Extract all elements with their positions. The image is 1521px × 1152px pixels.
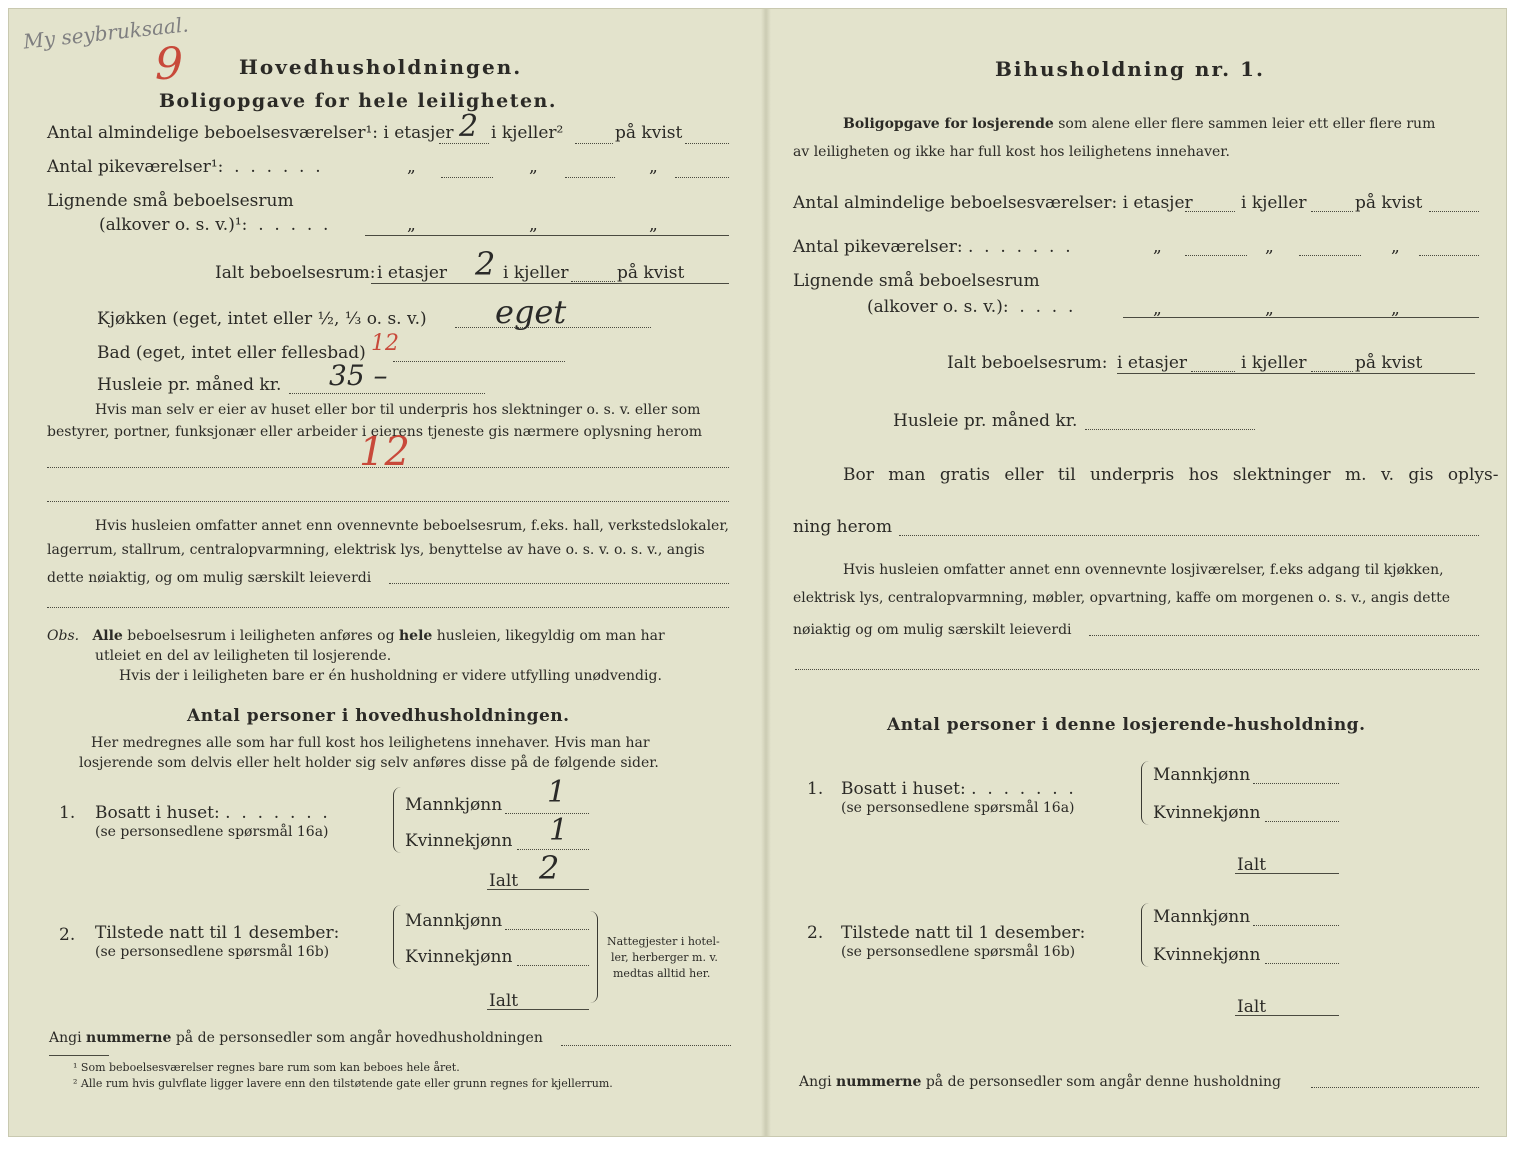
left-alkover-rule	[365, 235, 729, 236]
left-q1-mann-line	[505, 813, 589, 814]
left-angi-line	[49, 1029, 543, 1047]
left-obs-line-3: Hvis der i leiligheten bare er én husholdning er videre utfylling unødvendig.	[119, 668, 662, 684]
left-q1-brace	[393, 787, 402, 853]
left-pike-line-3	[675, 177, 729, 178]
left-pike-ditto-3: „	[649, 157, 658, 177]
left-natt-note-1: Nattegjester i hotel-	[607, 935, 720, 948]
right-omfatter-answer-line-2	[795, 669, 1479, 670]
left-natt-note-3: medtas alltid her.	[613, 967, 711, 980]
left-bad-label: Bad (eget, intet eller fellesbad)	[97, 343, 366, 363]
left-ialt-rule	[371, 283, 729, 284]
left-q1-kvinne-value: 1	[549, 813, 569, 848]
right-q1-ialt-label: Ialt	[1237, 855, 1267, 875]
left-q2-right-brace	[589, 911, 598, 1003]
pencil-note: My seybruksaal.	[22, 12, 190, 54]
right-q2-mann-line	[1253, 925, 1339, 926]
right-angi-answer-line	[1311, 1087, 1479, 1088]
right-rooms-etasjer-line	[1185, 211, 1235, 212]
right-q1-mann-line	[1253, 783, 1339, 784]
right-q1-number: 1.	[807, 779, 824, 799]
left-obs-text-2: husleien, likegyldig om man har	[436, 628, 665, 644]
leader-dots: . . . . . . .	[962, 237, 1071, 257]
left-persons-note-2: losjerende som delvis eller helt holder sig selv anføres disse på de følgende sider.	[79, 755, 659, 771]
red-number-top: 9	[155, 39, 183, 90]
left-omfatter-line-1: Hvis husleien omfatter annet enn ovennevnte beboelsesrum, f.eks. hall, verkstedslokaler,	[95, 518, 729, 534]
left-angi-bold: nummerne	[86, 1030, 172, 1046]
right-ialt-kvist-label: på kvist	[1355, 353, 1423, 373]
left-q1-sub: (se personsedlene spørsmål 16a)	[95, 824, 329, 840]
left-omfatter-line-2: lagerrum, stallrum, centralopvarmning, elektrisk lys, benyttelse av have o. s. v. o. s. v., angis	[47, 542, 705, 558]
right-angi-line	[799, 1073, 1281, 1091]
red-large-number: 12	[359, 429, 410, 475]
left-rooms-etasjer-value: 2	[459, 109, 479, 144]
right-kjeller-label: i kjeller	[1241, 193, 1307, 213]
left-footnote-1: ¹ Som beboelsesværelser regnes bare rum som kan beboes hele året.	[73, 1061, 460, 1074]
left-natt-note-2: ler, herberger m. v.	[611, 951, 718, 964]
left-pike-line-1	[441, 177, 493, 178]
left-footnote-2: ² Alle rum hvis gulvflate ligger lavere enn den tilstøtende gate eller grunn regnes for kjellerrum.	[73, 1077, 613, 1090]
left-pike-line-2	[565, 177, 615, 178]
left-q2-brace	[393, 905, 402, 969]
left-omfatter-line-3: dette nøiaktig, og om mulig særskilt leieverdi	[47, 570, 372, 586]
right-q2-mann-label: Mannkjønn	[1153, 907, 1251, 927]
left-q2-sub: (se personsedlene spørsmål 16b)	[95, 944, 330, 960]
left-husleie-label: Husleie pr. måned kr.	[97, 375, 282, 395]
leader-dots: . . . . . . .	[965, 779, 1074, 799]
left-eier-answer-line-2	[47, 501, 729, 502]
right-alkover-text: (alkover o. s. v.):	[867, 297, 1009, 317]
right-ialt-label: Ialt beboelsesrum:	[947, 353, 1108, 373]
left-q1-mann-value: 1	[547, 775, 567, 810]
left-kvist-line	[685, 143, 729, 144]
left-q1-ialt-label: Ialt	[489, 871, 519, 891]
right-kjeller-line	[1311, 211, 1353, 212]
right-persons-title: Antal personer i denne losjerende-husholdning.	[887, 715, 1366, 735]
left-q1-kvinne-label: Kvinnekjønn	[405, 831, 513, 851]
left-pike-text: Antal pikeværelser¹:	[47, 157, 224, 177]
right-angi-post: på de personsedler som angår denne husholdning	[925, 1074, 1281, 1090]
left-omfatter-answer-line-2	[47, 607, 729, 608]
left-eier-line-2: bestyrer, portner, funksjonær eller arbeider i eierens tjeneste gis nærmere oplysning herom	[47, 424, 703, 440]
right-kvist-label: på kvist	[1355, 193, 1423, 213]
left-q1-ialt-value: 2	[539, 849, 560, 887]
left-subtitle: Boligopgave for hele leiligheten.	[159, 90, 557, 112]
left-alkover-ditto-1: „	[407, 215, 416, 235]
left-q2-kvinne-line	[517, 965, 589, 966]
right-kvist-line	[1429, 211, 1479, 212]
left-ialt-kjeller-line	[571, 281, 615, 282]
right-gratis-answer-line	[899, 535, 1479, 536]
left-obs-line-2: utleiet en del av leiligheten til losjerende.	[95, 648, 392, 664]
left-q2-ialt-rule	[487, 1009, 589, 1010]
right-angi-bold: nummerne	[836, 1074, 922, 1090]
right-ialt-kjeller-label: i kjeller	[1241, 353, 1307, 373]
right-q1-brace	[1141, 761, 1150, 825]
right-alkover-ditto-3: „	[1391, 299, 1400, 319]
left-footnote-rule	[49, 1055, 109, 1056]
left-q2-label: Tilstede natt til 1 desember:	[95, 923, 340, 943]
right-q1-kvinne-line	[1265, 821, 1339, 822]
right-q2-ialt-rule	[1235, 1015, 1339, 1016]
right-rooms-label: Antal almindelige beboelsesværelser: i etasjer	[793, 193, 1193, 213]
left-ialt-label: Ialt beboelsesrum:	[215, 263, 376, 283]
left-q1-mann-label: Mannkjønn	[405, 795, 503, 815]
left-rooms-label: Antal almindelige beboelsesværelser¹: i etasjer	[47, 123, 454, 143]
left-omfatter-answer-line-1	[389, 583, 729, 584]
right-q2-kvinne-label: Kvinnekjønn	[1153, 945, 1261, 965]
left-angi-post: på de personsedler som angår hovedhusholdningen	[175, 1030, 543, 1046]
left-alkover-label	[99, 215, 328, 235]
right-q2-label: Tilstede natt til 1 desember:	[841, 923, 1086, 943]
left-q2-mann-line	[505, 929, 589, 930]
right-ialt-kjeller-line	[1311, 371, 1353, 372]
right-omfatter-answer-line-1	[1089, 635, 1479, 636]
left-lignende-label: Lignende små beboelsesrum	[47, 191, 294, 211]
right-ialt-etasjer-label: i etasjer	[1117, 353, 1188, 373]
left-kvist-label: på kvist	[615, 123, 683, 143]
right-q2-brace	[1141, 903, 1150, 967]
left-persons-title: Antal personer i hovedhusholdningen.	[187, 706, 570, 726]
left-obs-text-1: beboelsesrum i leiligheten anføres og	[127, 628, 395, 644]
left-ialt-etasjer-label: i etasjer	[377, 263, 448, 283]
left-q1-label-text: Bosatt i huset:	[95, 803, 220, 823]
left-ialt-kvist-label: på kvist	[617, 263, 685, 283]
right-intro-line-2: av leiligheten og ikke har full kost hos leilighetens innehaver.	[793, 144, 1230, 160]
right-title: Bihusholdning nr. 1.	[995, 57, 1265, 81]
left-husleie-value: 35 –	[329, 359, 388, 392]
right-omfatter-line-2: elektrisk lys, centralopvarmning, møbler, opvartning, kaffe om morgenen o. s. v., angis dette	[793, 590, 1451, 606]
left-obs-alle: Alle	[92, 628, 123, 644]
leader-dots: . . . . . . .	[219, 803, 328, 823]
left-q2-number: 2.	[59, 925, 76, 945]
leader-dots: . . . . . .	[223, 157, 321, 177]
right-q2-ialt-label: Ialt	[1237, 997, 1267, 1017]
left-alkover-text: (alkover o. s. v.)¹:	[99, 215, 248, 235]
page-fold	[761, 9, 771, 1136]
right-pike-line-2	[1299, 255, 1361, 256]
left-q1-number: 1.	[59, 803, 76, 823]
right-alkover-ditto-2: „	[1265, 299, 1274, 319]
left-title: Hovedhusholdningen.	[239, 55, 523, 79]
right-ialt-etasjer-line	[1191, 371, 1235, 372]
right-q2-kvinne-line	[1265, 963, 1339, 964]
left-obs-line-1	[47, 627, 665, 645]
left-kjeller-line	[575, 143, 613, 144]
left-q2-kvinne-label: Kvinnekjønn	[405, 947, 513, 967]
right-q1-mann-label: Mannkjønn	[1153, 765, 1251, 785]
right-husleie-line	[1085, 429, 1255, 430]
left-alkover-ditto-3: „	[649, 215, 658, 235]
right-q2-number: 2.	[807, 923, 824, 943]
right-q1-sub: (se personsedlene spørsmål 16a)	[841, 800, 1075, 816]
left-eier-answer-line-1	[47, 467, 729, 468]
left-kjokken-label: Kjøkken (eget, intet eller ½, ⅓ o. s. v.)	[97, 309, 427, 329]
left-ialt-etasjer-value: 2	[475, 245, 496, 283]
leader-dots: . . . . .	[247, 215, 329, 235]
right-pike-line-1	[1185, 255, 1247, 256]
right-gratis-line-2: ning herom	[793, 517, 893, 537]
right-husleie-label: Husleie pr. måned kr.	[893, 411, 1078, 431]
left-pike-ditto-1: „	[407, 157, 416, 177]
left-q2-mann-label: Mannkjønn	[405, 911, 503, 931]
left-bad-line	[393, 361, 565, 362]
left-husleie-line	[289, 393, 485, 394]
left-obs-label: Obs.	[47, 628, 80, 644]
left-pike-ditto-2: „	[529, 157, 538, 177]
right-pike-ditto-1: „	[1153, 237, 1162, 257]
left-eier-line-1: Hvis man selv er eier av huset eller bor til underpris hos slektninger o. s. v. eller som	[95, 402, 701, 418]
right-q1-label-text: Bosatt i huset:	[841, 779, 966, 799]
red-bad-number: 12	[371, 331, 399, 356]
right-lignende-label: Lignende små beboelsesrum	[793, 271, 1040, 291]
right-pike-ditto-2: „	[1265, 237, 1274, 257]
left-persons-note-1: Her medregnes alle som har full kost hos leilighetens innehaver. Hvis man har	[91, 735, 650, 751]
right-intro-rest: som alene eller flere sammen leier ett eller flere rum	[1058, 116, 1436, 132]
right-alkover-ditto-1: „	[1153, 299, 1162, 319]
right-alkover-label	[867, 297, 1073, 317]
right-q1-ialt-rule	[1235, 873, 1339, 874]
right-q2-sub: (se personsedlene spørsmål 16b)	[841, 944, 1076, 960]
right-intro-line-1	[843, 115, 1435, 133]
right-ialt-rule	[1117, 373, 1475, 374]
left-q1-label	[95, 803, 328, 823]
right-pike-line-3	[1419, 255, 1479, 256]
left-q1-ialt-rule	[487, 889, 589, 890]
left-ialt-kjeller-label: i kjeller	[503, 263, 569, 283]
right-alkover-rule	[1123, 317, 1479, 318]
left-q2-ialt-label: Ialt	[489, 991, 519, 1011]
right-gratis-line-1: Bor man gratis eller til underpris hos slektninger m. v. gis oplys-	[843, 465, 1499, 485]
left-pike-label	[47, 157, 321, 177]
right-pike-ditto-3: „	[1391, 237, 1400, 257]
right-angi-pre: Angi	[799, 1074, 832, 1090]
right-q1-label	[841, 779, 1074, 799]
right-q1-kvinne-label: Kvinnekjønn	[1153, 803, 1261, 823]
left-obs-hele: hele	[398, 628, 433, 644]
left-kjeller-label: i kjeller²	[491, 123, 564, 143]
right-intro-bold: Boligopgave for losjerende	[843, 116, 1054, 132]
left-kjokken-value: eget	[495, 293, 567, 331]
leader-dots: . . . .	[1008, 297, 1074, 317]
right-pike-text: Antal pikeværelser:	[793, 237, 963, 257]
left-alkover-ditto-2: „	[529, 215, 538, 235]
right-pike-label	[793, 237, 1071, 257]
right-omfatter-line-3: nøiaktig og om mulig særskilt leieverdi	[793, 622, 1072, 638]
census-form-sheet	[8, 8, 1507, 1137]
left-angi-pre: Angi	[49, 1030, 82, 1046]
left-angi-answer-line	[561, 1045, 731, 1046]
right-omfatter-line-1: Hvis husleien omfatter annet enn ovennevnte losjiværelser, f.eks adgang til kjøkken,	[843, 562, 1444, 578]
